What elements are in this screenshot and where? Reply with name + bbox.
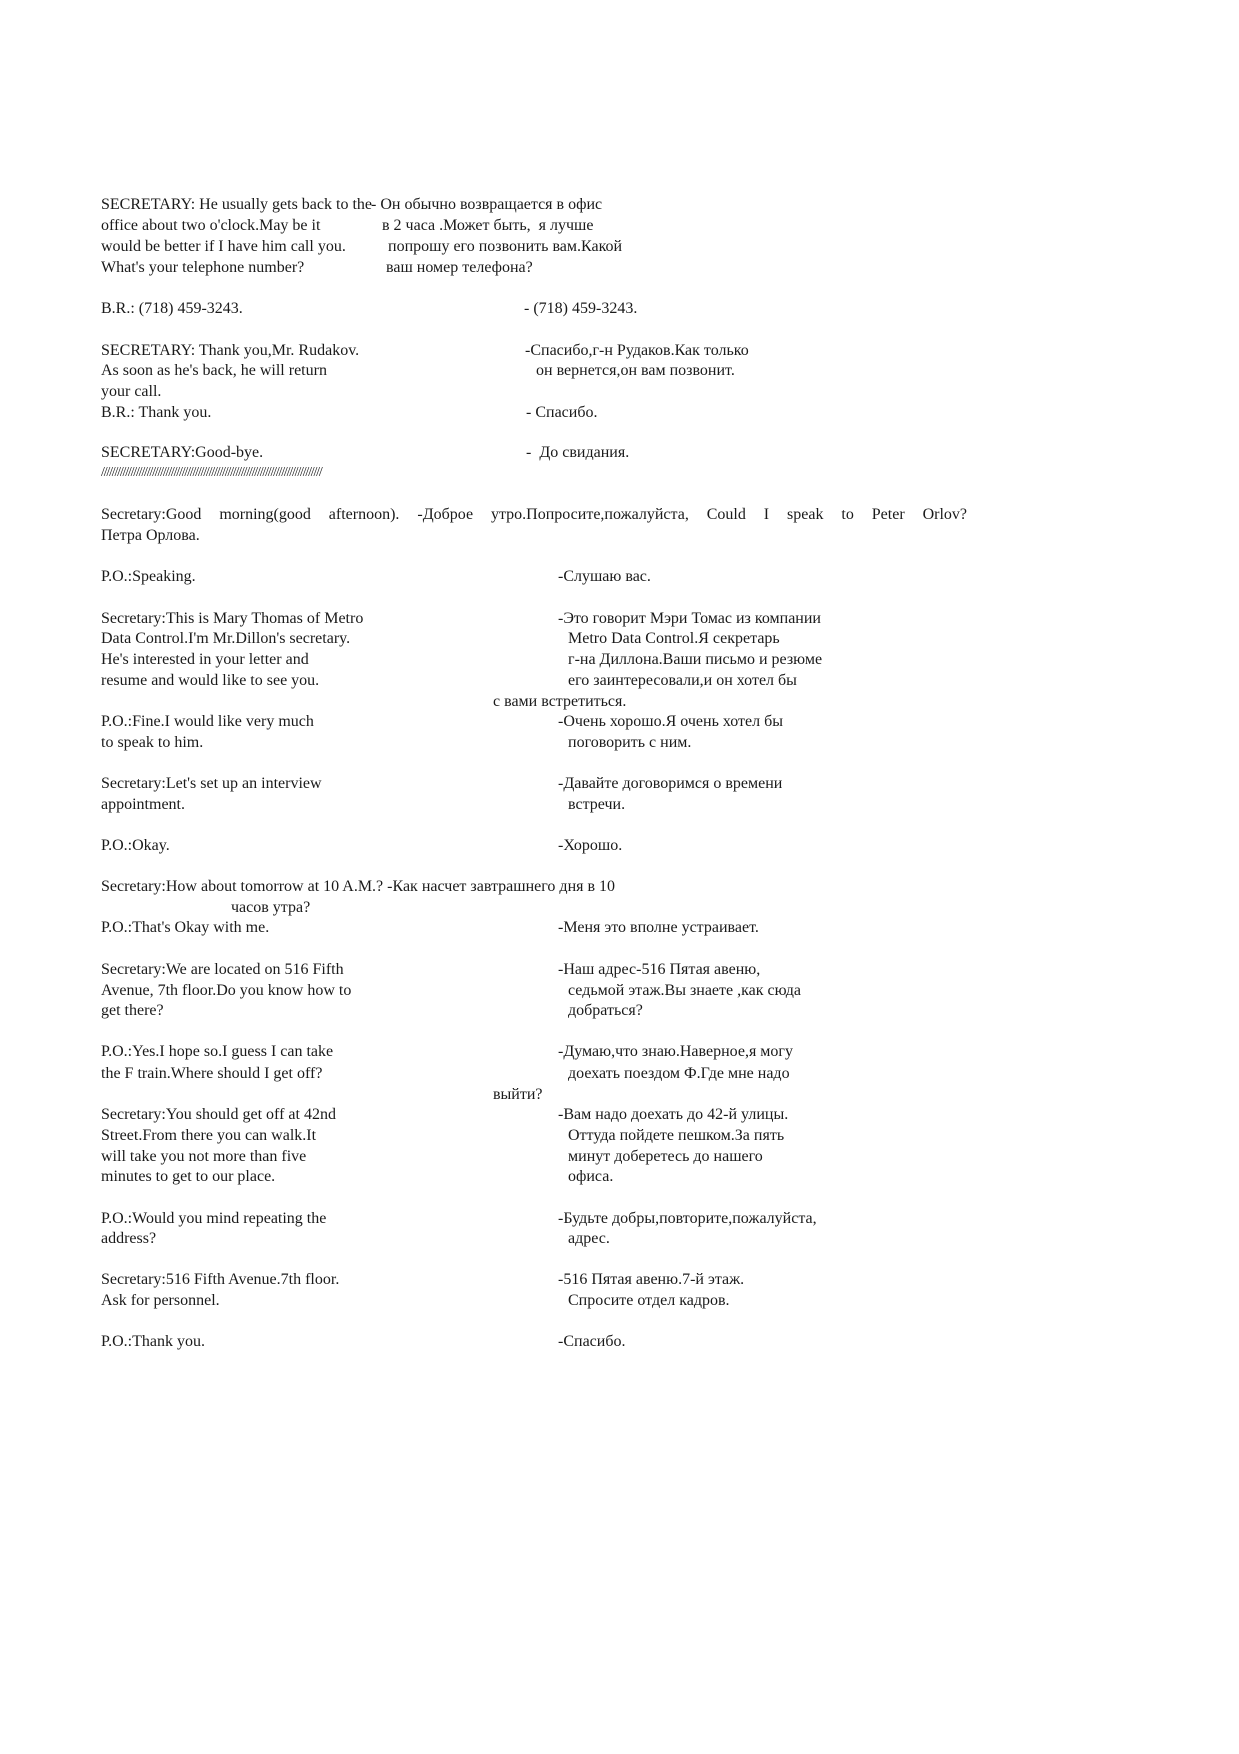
translation-line: доехать поездом Ф.Где мне надо — [568, 1065, 790, 1082]
dialogue-line: He's interested in your letter and — [101, 651, 309, 668]
translation-line: офиса. — [568, 1168, 614, 1185]
translation-line: -Спасибо,г-н Рудаков.Как только — [525, 342, 749, 359]
dialogue-line: Secretary:Good morning(good afternoon). -Доброе утро.Попросите,пожалуйста, Could I speak to Peter Orlov? — [101, 506, 967, 523]
translation-line: -Давайте договоримся о времени — [558, 775, 783, 792]
translation-line: поговорить с ним. — [568, 734, 692, 751]
dialogue-line: Street.From there you can walk.It — [101, 1127, 317, 1144]
dialogue-line: B.R.: Thank you. — [101, 404, 212, 421]
dialogue-line: Avenue, 7th floor.Do you know how to — [101, 982, 352, 999]
dialogue-line: P.O.:Would you mind repeating the — [101, 1210, 327, 1227]
translation-line: г-на Диллона.Ваши письмо и резюме — [568, 651, 823, 668]
dialogue-line: to speak to him. — [101, 734, 204, 751]
translation-line: его заинтересовали,и он хотел бы — [568, 672, 797, 689]
translation-line: - Спасибо. — [526, 404, 598, 421]
translation-line: -Вам надо доехать до 42-й улицы. — [558, 1106, 789, 1123]
dialogue-line: get there? — [101, 1002, 164, 1019]
dialogue-line: P.O.:Fine.I would like very much — [101, 713, 314, 730]
translation-line: ваш номер телефона? — [386, 259, 533, 276]
dialogue-line: SECRETARY: He usually gets back to the — [101, 196, 372, 213]
translation-line: Оттуда пойдете пешком.За пять — [568, 1127, 785, 1144]
dialogue-line: P.O.:Thank you. — [101, 1333, 205, 1350]
dialogue-line: SECRETARY: Thank you,Mr. Rudakov. — [101, 342, 360, 359]
dialogue-line: resume and would like to see you. — [101, 672, 320, 689]
translation-line: выйти? — [493, 1086, 543, 1103]
dialogue-line: address? — [101, 1230, 157, 1247]
dialogue-line: the F train.Where should I get off? — [101, 1065, 323, 1082]
translation-line: -Это говорит Мэри Томас из компании — [558, 610, 821, 627]
translation-line: адрес. — [568, 1230, 610, 1247]
translation-line: -Думаю,что знаю.Наверное,я могу — [558, 1043, 793, 1060]
dialogue-line: Secretary:You should get off at 42nd — [101, 1106, 336, 1123]
translation-line: в 2 часа .Может быть, я лучше — [382, 217, 594, 234]
dialogue-line: P.O.:That's Okay with me. — [101, 919, 270, 936]
dialogue-line: your call. — [101, 383, 162, 400]
dialogue-line: P.O.:Okay. — [101, 837, 170, 854]
translation-line: седьмой этаж.Вы знаете ,как сюда — [568, 982, 802, 999]
dialogue-line: SECRETARY:Good-bye. — [101, 444, 264, 461]
dialogue-line: minutes to get to our place. — [101, 1168, 276, 1185]
translation-line: - (718) 459-3243. — [524, 300, 638, 317]
translation-line: Спросите отдел кадров. — [568, 1292, 730, 1309]
dialogue-line: What's your telephone number? — [101, 259, 305, 276]
translation-line: встречи. — [568, 796, 626, 813]
dialogue-line: Secretary:This is Mary Thomas of Metro — [101, 610, 364, 627]
translation-line: - Он обычно возвращается в офис — [371, 196, 603, 213]
dialogue-line: P.O.:Yes.I hope so.I guess I can take — [101, 1043, 334, 1060]
translation-line: -Спасибо. — [558, 1333, 626, 1350]
separator-line: ////////////////////////////////////////////////////////////////////////////////// — [101, 465, 322, 480]
dialogue-line: appointment. — [101, 796, 185, 813]
translation-line: он вернется,он вам позвонит. — [536, 362, 735, 379]
dialogue-line: Secretary:How about tomorrow at 10 A.M.? -Как насчет завтрашнего дня в 10 — [101, 878, 616, 895]
translation-line: часов утра? — [231, 899, 311, 916]
dialogue-line: Ask for personnel. — [101, 1292, 220, 1309]
translation-line: с вами встретиться. — [493, 693, 627, 710]
translation-line: - До свидания. — [526, 444, 630, 461]
dialogue-line: Secretary:We are located on 516 Fifth — [101, 961, 344, 978]
dialogue-line: will take you not more than five — [101, 1148, 307, 1165]
translation-line: попрошу его позвонить вам.Какой — [388, 238, 623, 255]
translation-line: добраться? — [568, 1002, 643, 1019]
translation-line: -Наш адрес-516 Пятая авеню, — [558, 961, 761, 978]
translation-line: -Хорошо. — [558, 837, 623, 854]
translation-line: -Меня это вполне устраивает. — [558, 919, 759, 936]
translation-line: -Будьте добры,повторите,пожалуйста, — [558, 1210, 817, 1227]
translation-line: минут доберетесь до нашего — [568, 1148, 763, 1165]
translation-line: -516 Пятая авеню.7-й этаж. — [558, 1271, 745, 1288]
dialogue-line: Data Control.I'm Mr.Dillon's secretary. — [101, 630, 351, 647]
dialogue-line: As soon as he's back, he will return — [101, 362, 327, 379]
dialogue-line: B.R.: (718) 459-3243. — [101, 300, 243, 317]
dialogue-line: would be better if I have him call you. — [101, 238, 346, 255]
translation-line: Петра Орлова. — [101, 527, 200, 544]
dialogue-line: P.O.:Speaking. — [101, 568, 196, 585]
translation-line: -Слушаю вас. — [558, 568, 651, 585]
dialogue-line: Secretary:516 Fifth Avenue.7th floor. — [101, 1271, 340, 1288]
dialogue-line: Secretary:Let's set up an interview — [101, 775, 322, 792]
dialogue-line: office about two o'clock.May be it — [101, 217, 321, 234]
translation-line: -Очень хорошо.Я очень хотел бы — [558, 713, 784, 730]
translation-line: Metro Data Control.Я секретарь — [568, 630, 780, 647]
